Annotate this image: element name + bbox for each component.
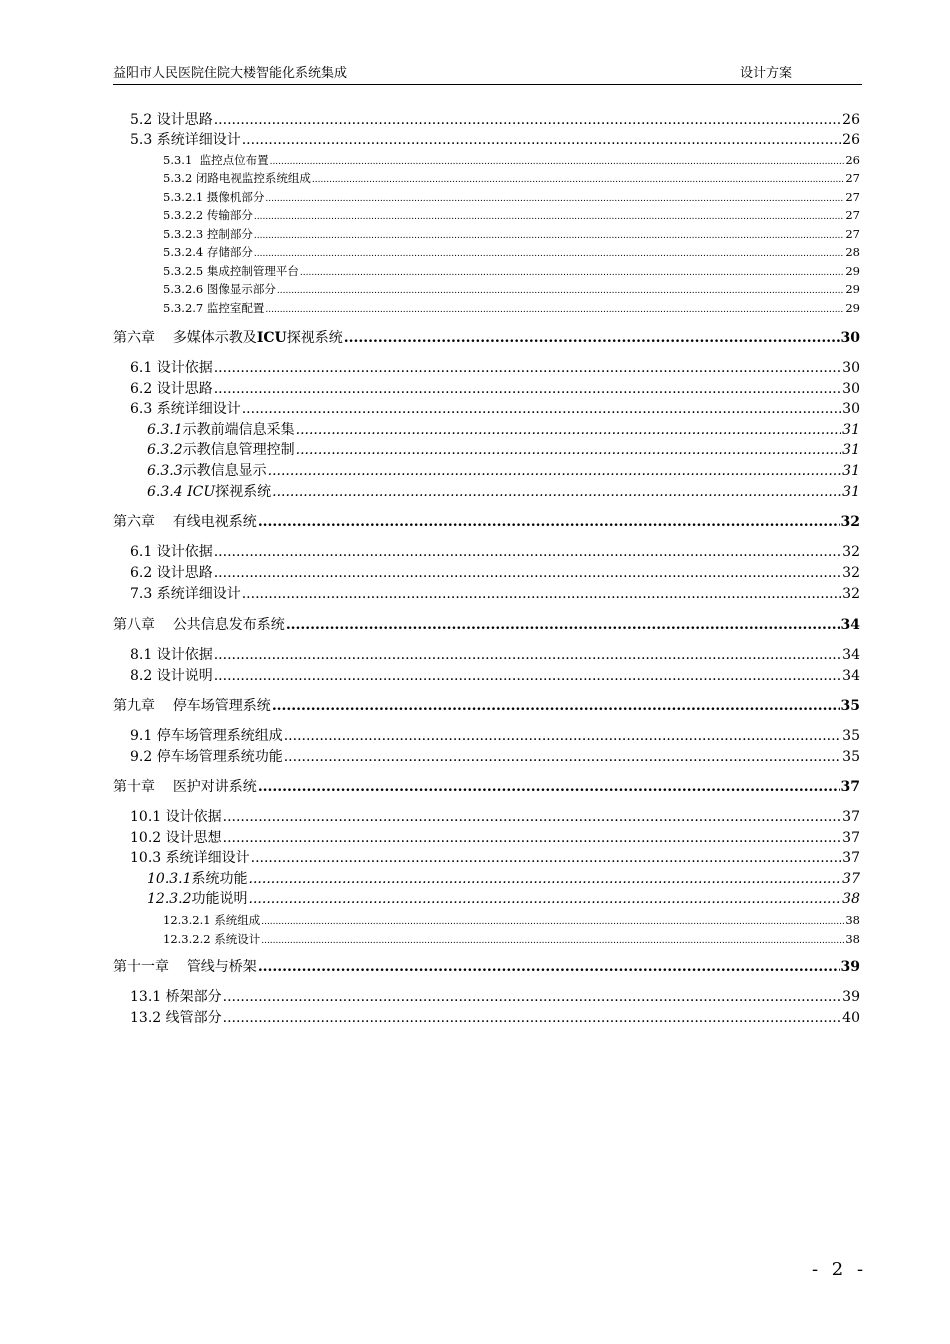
toc-leader-dots [223,809,842,825]
toc-entry[interactable] [130,644,860,664]
toc-entry-title: 管线与桥架 [186,959,257,975]
toc-entry-label [147,481,271,501]
toc-entry-label [163,912,260,928]
toc-page-number: 32 [842,544,860,560]
toc-page-number: 37 [842,850,860,866]
toc-leader-dots [214,112,841,128]
toc-entry[interactable] [113,614,860,634]
toc-entry-label [163,300,264,316]
toc-entry-title: 存储部分 [206,245,253,259]
toc-entry-number: 10.3.1 [147,871,192,887]
toc-page-number: 40 [842,1010,860,1026]
toc-entry-number: 5.3.2.4 [163,245,204,259]
toc-entry[interactable] [163,207,860,223]
toc-entry-title: 传输部分 [206,208,253,222]
toc-leader-dots [254,212,844,222]
toc-entry-label [130,644,213,664]
toc-entry[interactable] [147,868,860,888]
toc-entry-title: 设计依据 [156,647,213,663]
toc-entry[interactable] [130,725,860,745]
toc-entry-number: 7.3 [130,586,153,602]
toc-entry-number: 9.2 [130,749,153,765]
toc-entry-label [130,806,222,826]
toc-entry-number: 5.3.2.6 [163,282,204,296]
toc-entry-label [147,888,248,908]
toc-entry-title: 探视系统 [215,484,272,500]
toc-entry[interactable] [130,986,860,1006]
toc-entry-label [163,170,311,186]
toc-entry[interactable] [130,398,860,418]
toc-entry-title: 设计依据 [156,360,213,376]
toc-page-number: 27 [845,227,860,241]
toc-entry[interactable] [163,152,860,168]
toc-leader-dots [261,917,844,927]
toc-entry-number: 第九章 [113,698,155,714]
toc-entry-label [113,327,343,347]
toc-entry-label [113,614,285,634]
toc-entry-title: 设计思路 [156,112,213,128]
toc-leader-dots [272,484,841,500]
toc-leader-dots [258,779,840,795]
toc-leader-dots [254,231,844,241]
toc-page-number: 39 [840,959,860,975]
toc-leader-dots [265,194,844,204]
toc-entry-number: 5.3.2.1 [163,190,204,204]
toc-entry-title: 有线电视系统 [172,514,257,530]
toc-leader-dots [223,1010,842,1026]
toc-entry-title: 功能说明 [191,891,248,907]
toc-leader-dots [223,830,842,846]
toc-entry[interactable] [163,263,860,279]
toc-entry-number: 8.1 [130,647,153,663]
toc-entry-label [130,583,241,603]
toc-entry-title: 系统详细设计 [156,401,241,417]
toc-entry-label [130,357,213,377]
toc-entry[interactable] [130,541,860,561]
toc-leader-dots [214,668,841,684]
toc-entry-title: 停车场管理系统 [172,698,271,714]
toc-entry[interactable] [130,806,860,826]
toc-entry-label [130,378,213,398]
toc-entry-title: 示教信息显示 [182,463,267,479]
toc-page-number: 39 [842,989,860,1005]
toc-page-number: 27 [845,171,860,185]
toc-page-number: 29 [845,264,860,278]
toc-leader-dots [300,268,844,278]
toc-entry-title: 监控点位布置 [195,153,269,167]
toc-entry-title: 设计依据 [165,809,222,825]
toc-entry-title: 示教前端信息采集 [182,422,295,438]
toc-entry-number: 6.3 [130,401,153,417]
toc-page-number: 37 [842,830,860,846]
toc-leader-dots [277,286,844,296]
toc-entry-number: 5.3.2.2 [163,208,204,222]
toc-entry-label [163,207,253,223]
toc-entry-title: 医护对讲系统 [172,779,257,795]
toc-entry-label [113,956,257,976]
toc-entry[interactable] [130,357,860,377]
toc-leader-dots [242,132,841,148]
toc-page-number: 34 [840,617,860,633]
toc-entry-label [130,665,213,685]
document-title: 益阳市人民医院住院大楼智能化系统集成 [113,66,348,81]
toc-entry-number: 13.1 [130,989,162,1005]
toc-page-number: 32 [842,586,860,602]
toc-leader-dots [214,544,841,560]
toc-entry-number: 第八章 [113,617,155,633]
toc-entry-label [163,931,260,947]
toc-entry-number: 10.3 [130,850,162,866]
toc-entry-title: 图像显示部分 [206,282,276,296]
toc-entry-number: 6.3.4 ICU [147,484,216,500]
toc-page-number: 30 [842,401,860,417]
toc-page-number: 31 [842,422,860,438]
page-number: - 2 - [812,1259,868,1280]
toc-page-number: 30 [840,330,860,346]
toc-entry-number: 12.3.2.2 [163,932,211,946]
toc-entry-label [130,562,213,582]
toc-entry-title: 闭路电视监控系统组成 [195,171,311,185]
toc-entry-label [147,868,248,888]
toc-leader-dots [312,175,844,185]
toc-page-number: 35 [842,728,860,744]
toc-leader-dots [296,422,842,438]
toc-entry-label [113,776,257,796]
toc-entry-title: 系统详细设计 [156,586,241,602]
toc-entry-label [130,986,222,1006]
toc-page-number: 26 [842,112,860,128]
toc-entry-label [113,511,257,531]
toc-entry-number: 6.3.1 [147,422,183,438]
toc-leader-dots [272,698,840,714]
toc-entry-number: 6.2 [130,381,153,397]
toc-entry-title: 系统设计 [214,932,261,946]
toc-leader-dots [242,401,841,417]
toc-entry[interactable] [113,956,860,976]
toc-entry-title: 停车场管理系统组成 [156,728,283,744]
toc-entry-title: 桥架部分 [165,989,222,1005]
toc-entry-title: 设计思想 [165,830,222,846]
toc-entry[interactable] [163,189,860,205]
toc-entry-label [130,725,283,745]
toc-entry-number: 6.3.2 [147,442,183,458]
toc-entry-label [113,695,271,715]
toc-entry[interactable] [113,511,860,531]
toc-entry[interactable] [113,776,860,796]
toc-entry[interactable] [163,226,860,242]
toc-entry-label [163,189,264,205]
toc-entry-title: 示教信息管理控制 [182,442,295,458]
toc-entry-title: 系统功能 [191,871,248,887]
toc-page-number: 31 [842,463,860,479]
toc-entry-number: 第十章 [113,779,155,795]
toc-leader-dots [214,360,841,376]
toc-leader-dots [296,442,842,458]
toc-entry-title: 控制部分 [206,227,253,241]
toc-leader-dots [258,514,840,530]
toc-leader-dots [344,330,840,346]
toc-entry-number: 10.1 [130,809,162,825]
toc-entry-number: 13.2 [130,1010,162,1026]
toc-entry-number: 第六章 [113,514,155,530]
toc-entry-number: 5.3.2.5 [163,264,204,278]
toc-entry-number: 第六章 [113,330,155,346]
toc-page-number: 38 [845,932,860,946]
toc-leader-dots [270,157,845,167]
toc-leader-dots [249,891,842,907]
toc-leader-dots [265,305,844,315]
toc-entry-number: 6.1 [130,360,153,376]
toc-entry[interactable] [163,300,860,316]
toc-entry-number: 9.1 [130,728,153,744]
toc-entry-number: 5.3.2.3 [163,227,204,241]
toc-page-number: 34 [842,647,860,663]
toc-leader-dots [284,728,841,744]
toc-entry-title: 监控室配置 [206,301,265,315]
toc-entry[interactable] [147,481,860,501]
toc-leader-dots [214,381,841,397]
toc-entry-title: 系统详细设计 [156,132,241,148]
toc-entry[interactable] [147,460,860,480]
toc-leader-dots [214,565,841,581]
toc-leader-dots [268,463,842,479]
toc-page-number: 35 [840,698,860,714]
toc-entry[interactable] [113,327,860,347]
toc-entry[interactable] [147,439,860,459]
toc-leader-dots [258,959,840,975]
toc-entry-number: 5.3 [130,132,153,148]
toc-page-number: 37 [842,871,860,887]
toc-entry-label [163,281,276,297]
toc-page-number: 27 [845,190,860,204]
toc-page-number: 31 [842,442,860,458]
toc-page-number: 32 [840,514,860,530]
toc-entry-number: 8.2 [130,668,153,684]
toc-page-number: 30 [842,360,860,376]
toc-entry-title: 系统详细设计 [165,850,250,866]
toc-entry-label [163,244,253,260]
toc-page-number: 29 [845,282,860,296]
toc-entry-title: 设计思路 [156,565,213,581]
toc-page-number: 26 [845,153,860,167]
toc-entry[interactable] [130,665,860,685]
toc-entry[interactable] [130,847,860,867]
toc-entry-number: 5.3.2.7 [163,301,204,315]
toc-entry-title: 线管部分 [165,1010,222,1026]
toc-leader-dots [261,936,844,946]
toc-entry-label [163,263,299,279]
toc-entry[interactable] [163,244,860,260]
toc-entry-label [163,226,253,242]
toc-entry[interactable] [130,129,860,149]
toc-entry-number: 第十一章 [113,959,169,975]
toc-page-number: 37 [840,779,860,795]
toc-entry-label [130,109,213,129]
toc-entry[interactable] [163,170,860,186]
toc-entry[interactable] [163,931,860,947]
toc-entry-label [147,460,267,480]
toc-entry[interactable] [163,281,860,297]
toc-entry[interactable] [147,419,860,439]
toc-entry-label [130,1007,222,1027]
toc-entry-title: 多媒体示教及ICU探视系统 [172,330,343,346]
toc-entry-number: 5.3.1 [163,153,193,167]
toc-entry-label [130,398,241,418]
toc-entry-number: 10.2 [130,830,162,846]
toc-page-number: 32 [842,565,860,581]
toc-leader-dots [286,617,840,633]
toc-page-number: 27 [845,208,860,222]
toc-page-number: 28 [845,245,860,259]
toc-page-number: 35 [842,749,860,765]
toc-entry[interactable] [130,583,860,603]
toc-entry-label [130,746,283,766]
toc-entry-label [130,827,222,847]
toc-page-number: 38 [845,913,860,927]
toc-leader-dots [223,989,842,1005]
toc-entry[interactable] [130,746,860,766]
toc-leader-dots [249,871,842,887]
toc-page-number: 26 [842,132,860,148]
toc-leader-dots [254,249,844,259]
document-type: 设计方案 [740,66,793,81]
toc-entry-number: 12.3.2.1 [163,913,211,927]
toc-entry-label [130,847,250,867]
toc-page-number: 38 [842,891,860,907]
toc-entry-title: 设计思路 [156,381,213,397]
toc-entry[interactable] [130,562,860,582]
toc-entry-title: 设计说明 [156,668,213,684]
toc-entry[interactable] [113,695,860,715]
toc-entry-number: 6.1 [130,544,153,560]
toc-entry[interactable] [163,912,860,928]
toc-entry-label [147,419,295,439]
toc-entry-number: 5.3.2 [163,171,193,185]
toc-page-number: 31 [842,484,860,500]
toc-entry-number: 5.2 [130,112,153,128]
toc-entry-title: 集成控制管理平台 [206,264,299,278]
toc-leader-dots [251,850,842,866]
toc-entry-title: 系统组成 [214,913,261,927]
toc-entry[interactable] [130,1007,860,1027]
toc-entry-title: 停车场管理系统功能 [156,749,283,765]
toc-entry-number: 12.3.2 [147,891,192,907]
toc-entry[interactable] [130,378,860,398]
toc-entry-number: 6.3.3 [147,463,183,479]
toc-page-number: 37 [842,809,860,825]
toc-entry-title: 公共信息发布系统 [172,617,285,633]
toc-entry-label [130,129,241,149]
toc-entry-title: 摄像机部分 [206,190,265,204]
toc-page-number: 29 [845,301,860,315]
toc-page-number: 30 [842,381,860,397]
toc-entry[interactable] [147,888,860,908]
toc-leader-dots [214,647,841,663]
toc-entry-label [147,439,295,459]
toc-leader-dots [242,586,841,602]
toc-entry-label [163,152,269,168]
toc-entry[interactable] [130,109,860,129]
toc-leader-dots [284,749,841,765]
toc-page-number: 34 [842,668,860,684]
toc-entry[interactable] [130,827,860,847]
toc-entry-number: 6.2 [130,565,153,581]
toc-entry-title: 设计依据 [156,544,213,560]
toc-entry-label [130,541,213,561]
